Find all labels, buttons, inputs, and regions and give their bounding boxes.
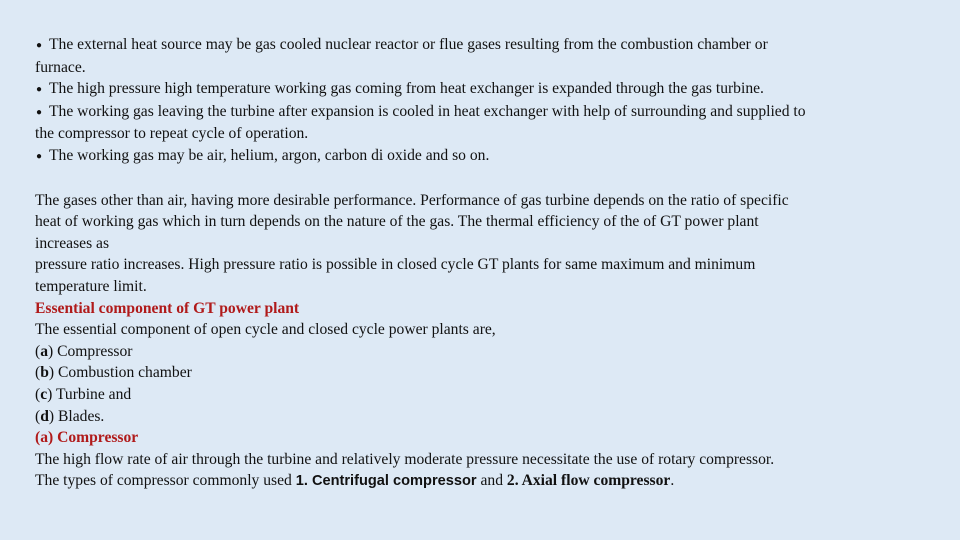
bullet-icon: ● — [36, 150, 43, 162]
component-item-b: (b) Combustion chamber — [35, 364, 192, 382]
section-heading: Essential component of GT power plant — [35, 299, 300, 317]
item-letter: a — [40, 342, 48, 360]
spacer — [35, 168, 930, 190]
bullet-item-3 — [35, 101, 930, 124]
item-text: Combustion chamber — [54, 364, 192, 382]
end-text: . — [670, 472, 675, 490]
section-heading: (a) Compressor — [35, 429, 139, 447]
section-line: The high flow rate of air through the turbine and relatively moderate pressure necessitate the use of rotary compressor. — [35, 450, 775, 468]
bullet-text: The working gas may be air, helium, argon, carbon di oxide and so on. — [49, 146, 490, 164]
components-section — [35, 298, 930, 428]
item-text: Blades. — [54, 407, 105, 425]
prefix-text: The types of compressor commonly used — [35, 472, 296, 490]
component-item-c: (c) Turbine and — [35, 385, 132, 403]
paragraph-line: pressure ratio increases. High pressure ratio is possible in closed cycle GT plants for same maximum and minimum — [35, 256, 756, 274]
bullet-icon: ● — [36, 40, 43, 51]
bullet-list — [35, 34, 930, 168]
component-item-a: (a) Compressor — [35, 342, 133, 360]
paragraph-line: heat of working gas which in turn depends on the nature of the gas. The thermal efficiency of the of GT power plant — [35, 213, 759, 231]
compressor-type-2: 2. Axial flow compressor — [506, 472, 671, 490]
item-letter: c — [40, 385, 48, 403]
section-line — [35, 470, 930, 493]
bullet-item-4 — [35, 145, 930, 168]
bullet-icon: ● — [36, 84, 43, 96]
bullet-item-2 — [35, 78, 930, 101]
item-text: Compressor — [53, 342, 133, 360]
paragraph-line: The gases other than air, having more desirable performance. Performance of gas turbine depends on the ratio of specific — [35, 191, 789, 209]
paragraph-line: temperature limit. — [35, 277, 147, 295]
bullet-item-1-continuation: furnace. — [35, 58, 86, 76]
item-letter: d — [40, 407, 49, 425]
bullet-text: The external heat source may be gas cooled nuclear reactor or flue gases resulting from the combustion chamber or — [49, 36, 768, 53]
paragraph — [35, 190, 930, 298]
joiner-text: and — [476, 472, 507, 490]
section-intro: The essential component of open cycle and closed cycle power plants are, — [35, 321, 496, 339]
item-text: Turbine and — [52, 385, 132, 403]
item-letter: b — [40, 364, 49, 382]
bullet-text: The working gas leaving the turbine after expansion is cooled in heat exchanger with help of surrounding and supplied to — [49, 102, 806, 120]
compressor-type-1: 1. Centrifugal compressor — [295, 473, 477, 490]
component-item-d: (d) Blades. — [35, 407, 105, 425]
compressor-section — [35, 427, 930, 493]
bullet-item-1 — [35, 34, 930, 57]
bullet-item-3-continuation: the compressor to repeat cycle of operation. — [35, 125, 309, 143]
paragraph-line: increases as — [35, 234, 110, 252]
bullet-text: The high pressure high temperature working gas coming from heat exchanger is expanded through the gas turbine. — [49, 80, 764, 98]
bullet-icon: ● — [36, 106, 43, 118]
